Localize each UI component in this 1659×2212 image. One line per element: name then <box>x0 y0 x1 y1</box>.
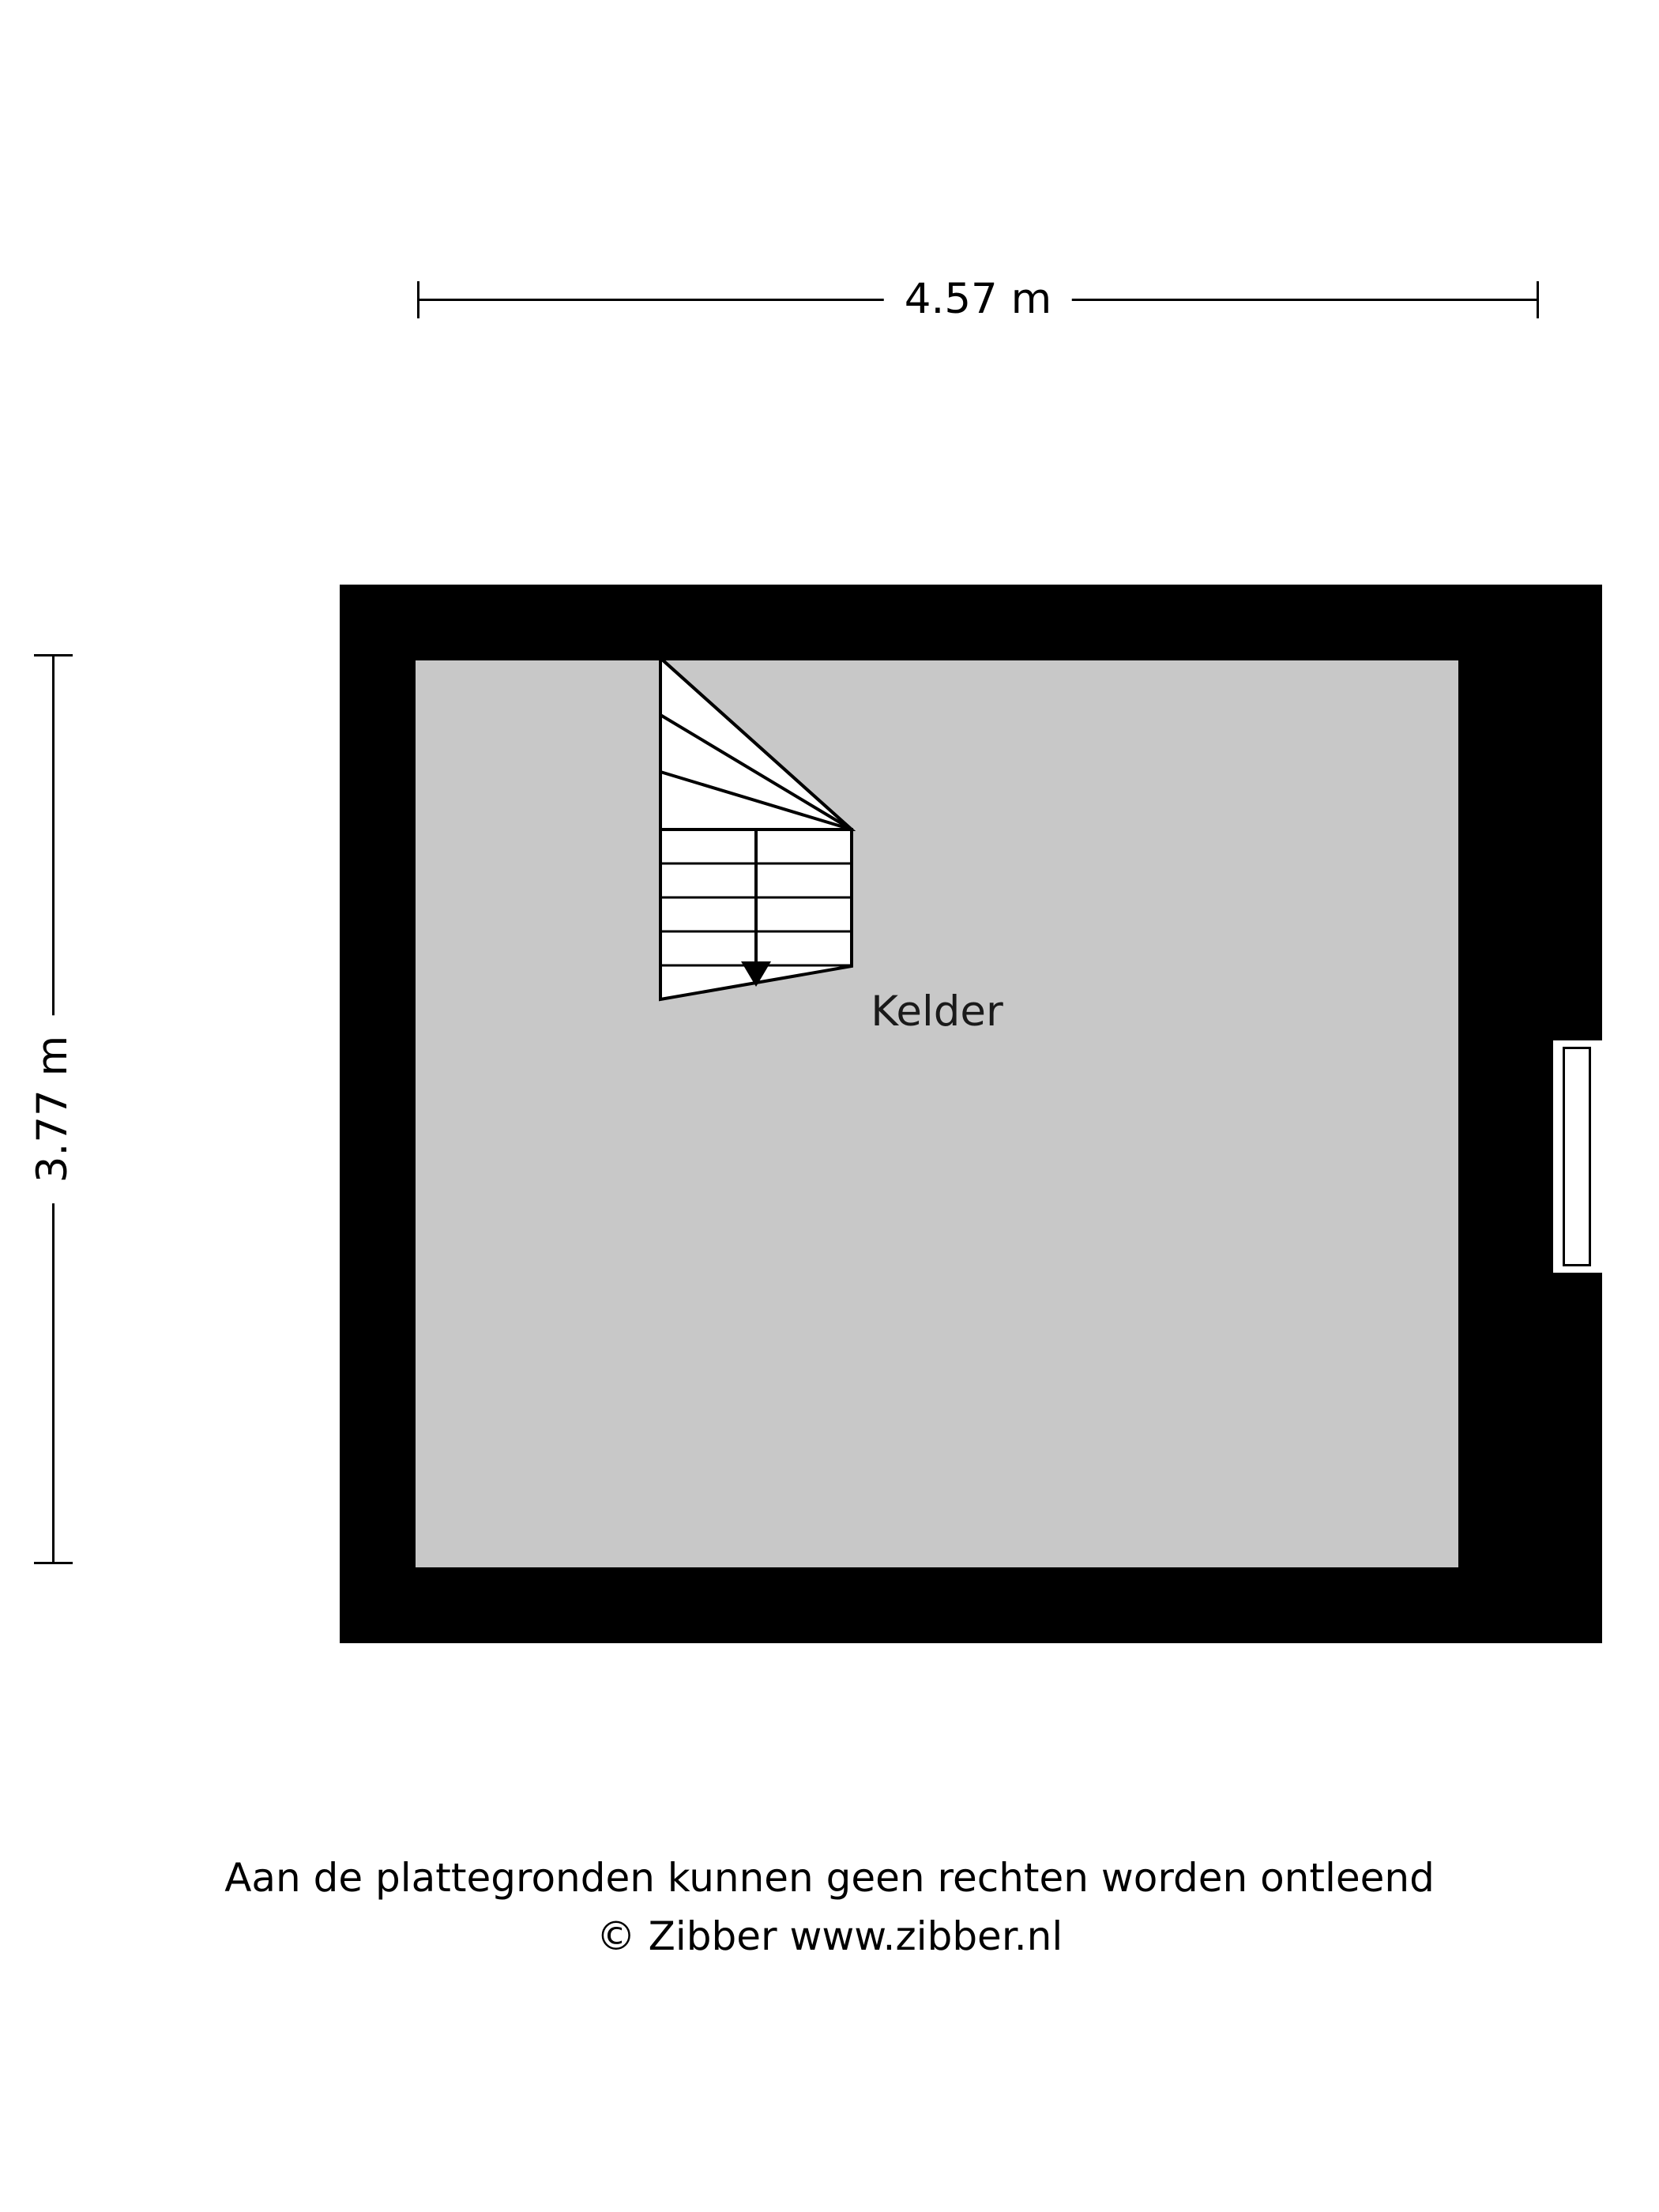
width-dimension-cap-right <box>1537 281 1539 318</box>
floor-plan <box>340 585 1602 1643</box>
height-dimension-cap-top <box>34 654 73 656</box>
width-dimension-label: 4.57 m <box>884 265 1072 333</box>
height-dimension <box>8 654 111 1564</box>
window-right-wall <box>1553 1038 1602 1275</box>
footer <box>0 1849 1659 1966</box>
width-dimension-cap-left <box>417 281 419 318</box>
room-floor-kelder <box>416 660 1458 1567</box>
width-dimension <box>417 261 1539 356</box>
height-dimension-cap-bottom <box>34 1562 73 1564</box>
footer-disclaimer: Aan de plattegronden kunnen geen rechten worden ontleend <box>224 1855 1435 1901</box>
footer-copyright: © Zibber www.zibber.nl <box>596 1913 1063 1959</box>
window-pane <box>1563 1047 1591 1266</box>
height-dimension-label: 3.77 m <box>19 1015 87 1203</box>
room-label-kelder: Kelder <box>871 988 1003 1036</box>
staircase-icon <box>654 652 883 1142</box>
